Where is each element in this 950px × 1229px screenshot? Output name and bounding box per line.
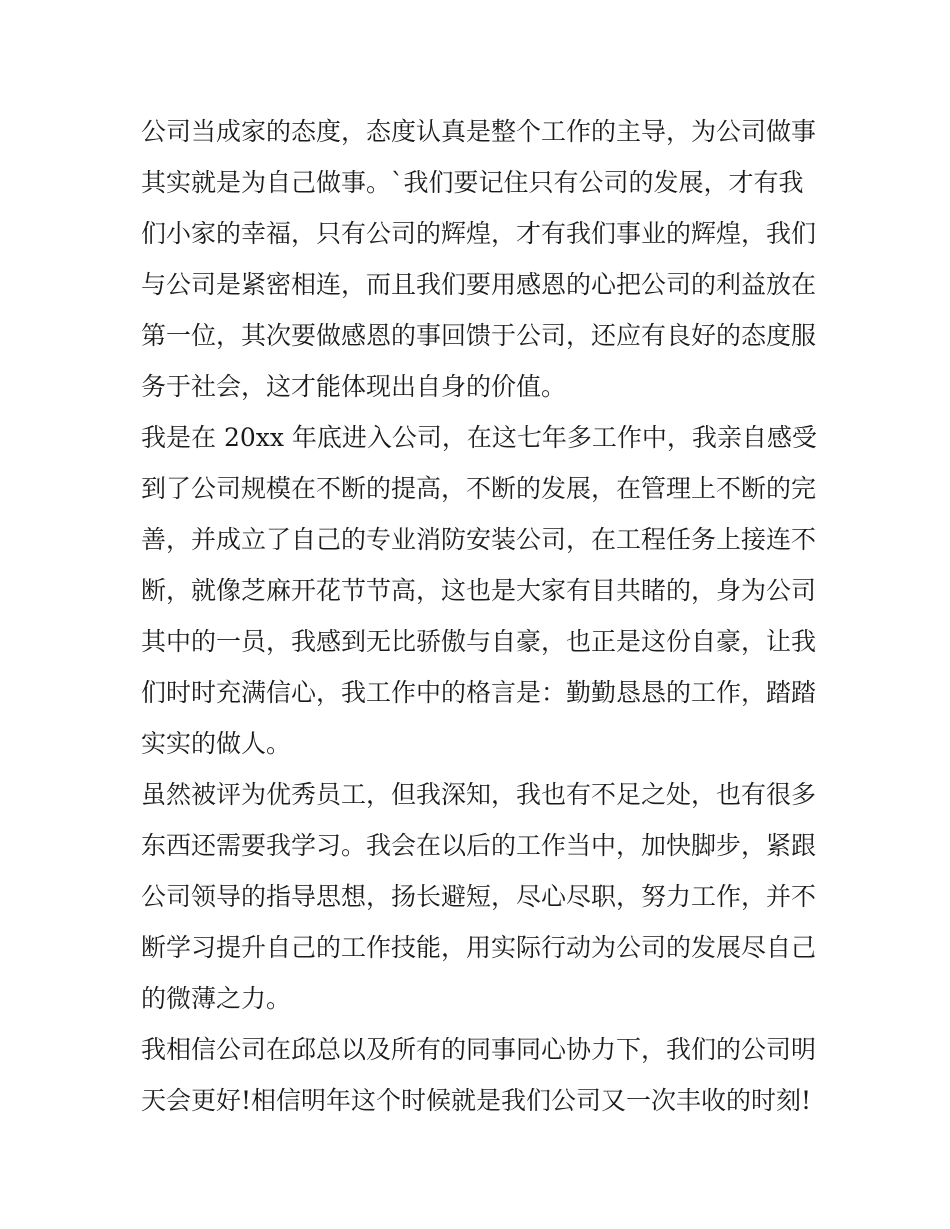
text-line: 们小家的幸福，只有公司的辉煌，才有我们事业的辉煌，我们 <box>141 219 817 248</box>
text-line: 断，就像芝麻开花节节高，这也是大家有目共睹的，身为公司 <box>141 576 817 605</box>
text-line: 我相信公司在邱总以及所有的同事同心协力下，我们的公司明 <box>141 1035 817 1064</box>
text-line: 到了公司规模在不断的提高，不断的发展，在管理上不断的完 <box>141 474 817 503</box>
text-line: 公司当成家的态度，态度认真是整个工作的主导，为公司做事 <box>141 117 817 146</box>
text-line: 东西还需要我学习。我会在以后的工作当中，加快脚步，紧跟 <box>141 831 817 860</box>
text-line: 实实的做人。 <box>141 729 292 758</box>
text-line: 断学习提升自己的工作技能，用实际行动为公司的发展尽自己 <box>141 933 817 962</box>
document-body <box>141 106 821 1126</box>
text-line: 第一位，其次要做感恩的事回馈于公司，还应有良好的态度服 <box>141 321 817 350</box>
text-line: 的微薄之力。 <box>141 984 292 1013</box>
text-line: 其实就是为自己做事。`我们要记住只有公司的发展，才有我 <box>141 168 804 197</box>
paragraph-1 <box>141 106 821 412</box>
paragraph-4 <box>141 1024 821 1126</box>
text-line: 我是在 20xx 年底进入公司，在这七年多工作中，我亲自感受 <box>141 423 817 452</box>
text-line: 善，并成立了自己的专业消防安装公司，在工程任务上接连不 <box>141 525 817 554</box>
text-line: 其中的一员，我感到无比骄傲与自豪，也正是这份自豪，让我 <box>141 627 817 656</box>
paragraph-2 <box>141 412 821 769</box>
text-line: 公司领导的指导思想，扬长避短，尽心尽职，努力工作，并不 <box>141 882 817 911</box>
paragraph-3 <box>141 769 821 1024</box>
text-line: 天会更好!相信明年这个时候就是我们公司又一次丰收的时刻! <box>141 1086 812 1115</box>
text-line: 们时时充满信心，我工作中的格言是：勤勤恳恳的工作，踏踏 <box>141 678 817 707</box>
text-line: 虽然被评为优秀员工，但我深知，我也有不足之处，也有很多 <box>141 780 817 809</box>
text-line: 与公司是紧密相连，而且我们要用感恩的心把公司的利益放在 <box>141 270 817 299</box>
text-line: 务于社会，这才能体现出自身的价值。 <box>141 372 567 401</box>
